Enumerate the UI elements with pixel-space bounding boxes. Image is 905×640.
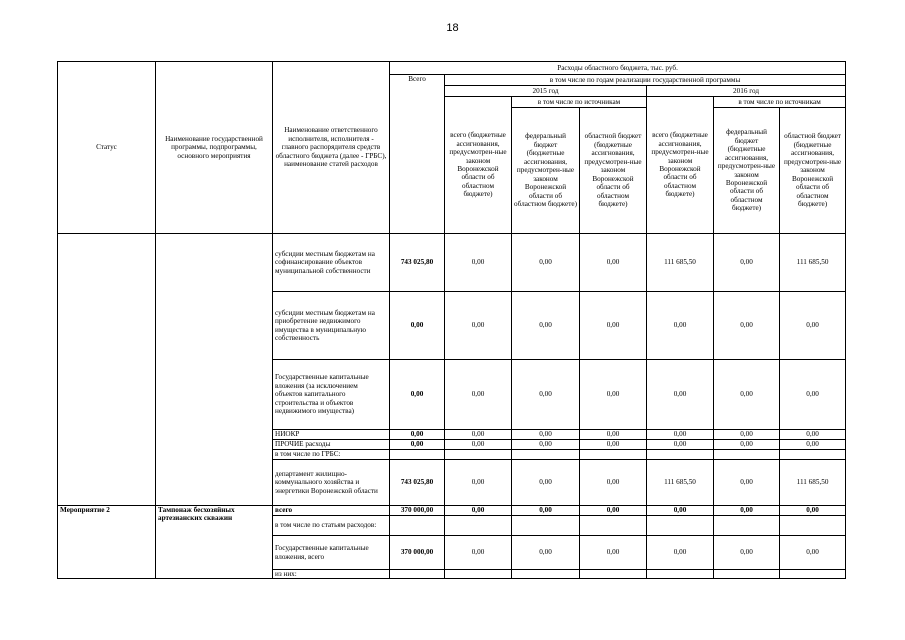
value-cell: 0,00 xyxy=(445,360,512,430)
value-cell: 0,00 xyxy=(512,430,580,440)
page-number: 18 xyxy=(446,22,459,34)
value-cell: 0,00 xyxy=(647,506,714,516)
row-label: из них: xyxy=(273,570,390,579)
value-cell: 0,00 xyxy=(445,536,512,570)
value-cell: 0,00 xyxy=(647,360,714,430)
value-cell: 0,00 xyxy=(445,292,512,360)
header-by-years: в том числе по годам реализации государственной программы xyxy=(445,75,846,86)
value-cell xyxy=(647,516,714,536)
value-cell xyxy=(445,516,512,536)
row-total: 0,00 xyxy=(390,360,445,430)
value-cell: 111 685,50 xyxy=(780,234,846,292)
row-total: 743 025,80 xyxy=(390,460,445,506)
header-executor: Наименование ответственного исполнителя, исполнителя - главного распорядителя средств областного бюджета (далее - ГРБС), наименование статей расходов xyxy=(273,62,390,234)
value-cell xyxy=(512,516,580,536)
value-cell xyxy=(647,450,714,460)
row-label: в том числе по ГРБС: xyxy=(273,450,390,460)
value-cell: 0,00 xyxy=(780,292,846,360)
status-cell xyxy=(58,234,156,506)
value-cell: 0,00 xyxy=(445,440,512,450)
value-cell xyxy=(445,450,512,460)
value-cell: 0,00 xyxy=(714,536,780,570)
value-cell xyxy=(390,570,445,579)
value-cell xyxy=(445,570,512,579)
row-label: Государственные капитальные вложения (за исключением объектов капитального строительства и объектов недвижимого имущества) xyxy=(273,360,390,430)
header-2016-all: всего (бюджетные ассигнования, предусмотрен-ные законом Воронежской области об областном бюджете) xyxy=(647,97,714,234)
value-cell xyxy=(512,570,580,579)
value-cell: 0,00 xyxy=(445,234,512,292)
value-cell: 111 685,50 xyxy=(647,460,714,506)
value-cell: 0,00 xyxy=(512,440,580,450)
value-cell: 0,00 xyxy=(714,440,780,450)
header-program-name: Наименование государственной программы, подпрограммы, основного мероприятия xyxy=(156,62,273,234)
value-cell: 0,00 xyxy=(780,440,846,450)
value-cell xyxy=(390,450,445,460)
value-cell: 0,00 xyxy=(580,440,647,450)
value-cell: 0,00 xyxy=(647,430,714,440)
value-cell: 0,00 xyxy=(580,430,647,440)
value-cell: 0,00 xyxy=(445,460,512,506)
value-cell: 0,00 xyxy=(580,234,647,292)
value-cell: 0,00 xyxy=(512,536,580,570)
header-year-2016: 2016 год xyxy=(647,86,846,97)
header-total: Всего xyxy=(390,75,445,234)
measure-status: Мероприятие 2 xyxy=(58,506,156,579)
value-cell xyxy=(780,516,846,536)
value-cell: 0,00 xyxy=(512,234,580,292)
value-cell: 0,00 xyxy=(445,430,512,440)
value-cell: 0,00 xyxy=(647,536,714,570)
header-2015-by-sources: в том числе по источникам xyxy=(512,97,647,108)
row-total: 0,00 xyxy=(390,292,445,360)
table-row xyxy=(58,234,846,292)
value-cell: 0,00 xyxy=(580,536,647,570)
row-label: департамент жилищно-коммунального хозяйства и энергетики Воронежской области xyxy=(273,460,390,506)
value-cell xyxy=(647,570,714,579)
value-cell: 0,00 xyxy=(714,506,780,516)
row-total: 0,00 xyxy=(390,430,445,440)
value-cell: 0,00 xyxy=(512,360,580,430)
row-label: в том числе по статьям расходов: xyxy=(273,516,390,536)
value-cell: 0,00 xyxy=(780,536,846,570)
header-2016-regional: областной бюджет (бюджетные ассигнования, предусмотрен-ные законом Воронежской области об областном бюджете) xyxy=(780,108,846,234)
header-2015-regional: областной бюджет (бюджетные ассигнования, предусмотрен-ные законом Воронежской области об областном бюджете) xyxy=(580,108,647,234)
value-cell: 0,00 xyxy=(512,292,580,360)
header-2016-federal: федеральный бюджет (бюджетные ассигнования, предусмотрен-ные законом Воронежской области об областном бюджете) xyxy=(714,108,780,234)
row-total: 743 025,80 xyxy=(390,234,445,292)
value-cell xyxy=(580,516,647,536)
value-cell: 0,00 xyxy=(445,506,512,516)
value-cell: 0,00 xyxy=(580,460,647,506)
table-row xyxy=(58,506,846,516)
header-2015-federal: федеральный бюджет (бюджетные ассигнования, предусмотрен-ные законом Воронежской области об областном бюджете) xyxy=(512,108,580,234)
row-label: субсидии местным бюджетам на софинансирование объектов муниципальной собственности xyxy=(273,234,390,292)
value-cell xyxy=(580,450,647,460)
header-status: Статус xyxy=(58,62,156,234)
row-label: субсидии местным бюджетам на приобретение недвижимого имущества в муниципальную собственность xyxy=(273,292,390,360)
value-cell: 111 685,50 xyxy=(780,460,846,506)
value-cell xyxy=(780,570,846,579)
header-2016-by-sources: в том числе по источникам xyxy=(714,97,846,108)
row-label: НИОКР xyxy=(273,430,390,440)
value-cell: 0,00 xyxy=(714,460,780,506)
program-name-cell xyxy=(156,234,273,506)
value-cell: 0,00 xyxy=(714,292,780,360)
value-cell xyxy=(714,516,780,536)
header-expenses-title: Расходы областного бюджета, тыс. руб. xyxy=(390,62,846,75)
header-2015-all: всего (бюджетные ассигнования, предусмотрен-ные законом Воронежской области об областном бюджете) xyxy=(445,97,512,234)
row-label: всего xyxy=(273,506,390,516)
value-cell xyxy=(390,516,445,536)
value-cell: 0,00 xyxy=(780,430,846,440)
value-cell xyxy=(512,450,580,460)
value-cell xyxy=(714,570,780,579)
value-cell: 0,00 xyxy=(512,506,580,516)
value-cell: 0,00 xyxy=(580,506,647,516)
value-cell: 0,00 xyxy=(512,460,580,506)
value-cell: 0,00 xyxy=(780,506,846,516)
value-cell: 0,00 xyxy=(647,440,714,450)
value-cell: 0,00 xyxy=(580,292,647,360)
value-cell: 0,00 xyxy=(714,234,780,292)
row-label: Государственные капитальные вложения, всего xyxy=(273,536,390,570)
value-cell: 0,00 xyxy=(647,292,714,360)
budget-table xyxy=(57,61,846,579)
value-cell: 0,00 xyxy=(780,360,846,430)
value-cell xyxy=(714,450,780,460)
value-cell: 111 685,50 xyxy=(647,234,714,292)
header-year-2015: 2015 год xyxy=(445,86,647,97)
value-cell xyxy=(580,570,647,579)
row-total: 370 000,00 xyxy=(390,536,445,570)
measure-name: Тампонаж бесхозяйных артезианских скважин xyxy=(156,506,273,579)
value-cell: 0,00 xyxy=(714,430,780,440)
row-label: ПРОЧИЕ расходы xyxy=(273,440,390,450)
value-cell: 0,00 xyxy=(580,360,647,430)
value-cell: 0,00 xyxy=(714,360,780,430)
row-total: 0,00 xyxy=(390,440,445,450)
value-cell xyxy=(780,450,846,460)
row-total: 370 000,00 xyxy=(390,506,445,516)
